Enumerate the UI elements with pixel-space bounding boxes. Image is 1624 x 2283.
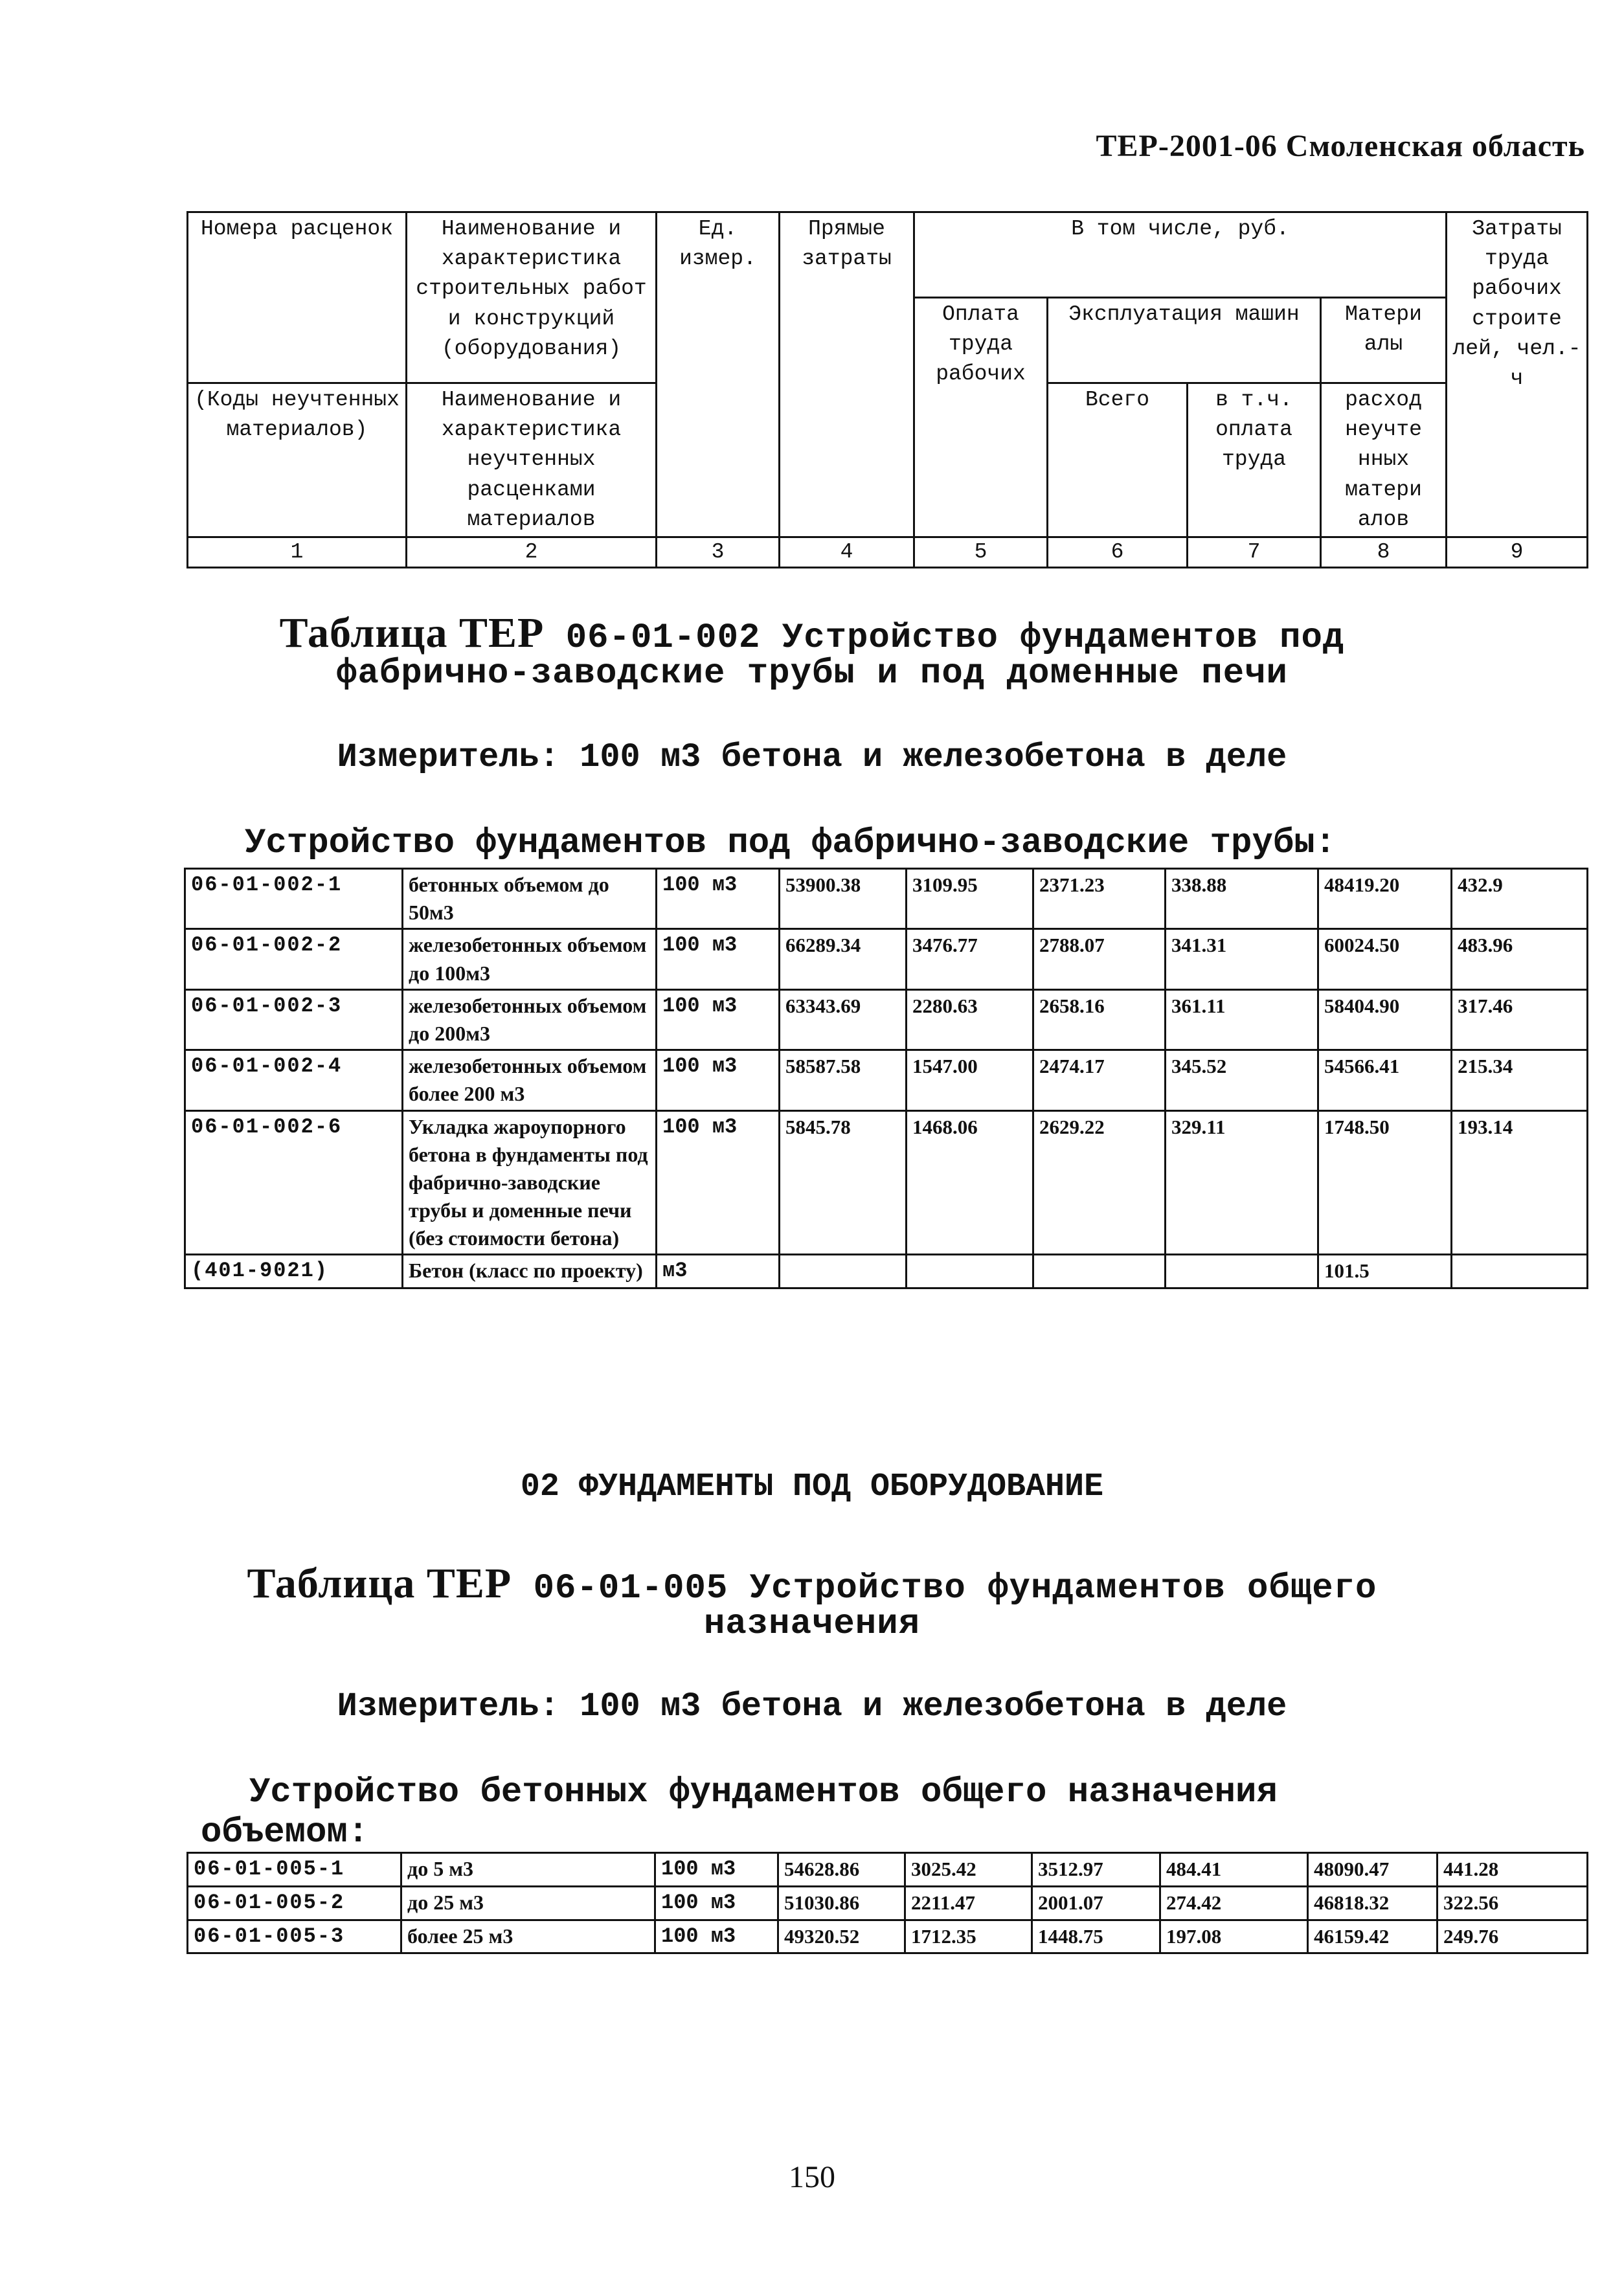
row-materials-cost: 48419.20 <box>1318 869 1452 929</box>
row-name: бетонных объемом до 50м3 <box>403 869 657 929</box>
row-unit: 100 м3 <box>657 929 780 989</box>
col-header-machines: Эксплуатация машин <box>1048 298 1321 383</box>
row-direct-cost: 66289.34 <box>780 929 907 989</box>
row-direct-cost: 51030.86 <box>778 1886 905 1920</box>
row-direct-cost: 63343.69 <box>780 989 907 1050</box>
row-code: 06-01-002-3 <box>185 989 403 1050</box>
row-machine-cost: 2658.16 <box>1033 989 1166 1050</box>
col-header-name-unaccounted: Наименование и характеристика неучтенных расценками материалов <box>407 383 657 537</box>
row-code: 06-01-005-3 <box>188 1920 401 1953</box>
row-machine-labor-cost: 345.52 <box>1166 1050 1318 1110</box>
row-labor-cost <box>907 1255 1033 1288</box>
row-name: железобетонных объемом более 200 м3 <box>403 1050 657 1110</box>
row-machine-cost: 2001.07 <box>1032 1886 1160 1920</box>
row-materials-cost: 54566.41 <box>1318 1050 1452 1110</box>
table1-title <box>0 609 1624 658</box>
row-machine-cost: 2474.17 <box>1033 1050 1166 1110</box>
col-number-4: 4 <box>780 537 914 568</box>
row-labor-cost: 3476.77 <box>907 929 1033 989</box>
table-row <box>188 1853 1588 1887</box>
table1-title-line2: фабрично-заводские трубы и под доменные печи <box>336 654 1288 693</box>
row-machine-labor-cost: 197.08 <box>1160 1920 1308 1953</box>
row-code: (401-9021) <box>185 1255 403 1288</box>
document-header-title: ТЕР-2001-06 Смоленская область <box>1096 129 1585 163</box>
row-unit: 100 м3 <box>657 989 780 1050</box>
table2-title <box>0 1559 1624 1608</box>
row-code: 06-01-002-6 <box>185 1110 403 1255</box>
table1-title-prefix: Таблица ТЕР <box>279 609 545 657</box>
col-header-name: Наименование и характеристика строительных работ и конструкций (оборудования) <box>407 212 657 383</box>
col-number-6: 6 <box>1048 537 1188 568</box>
table2-subtitle-line1: Устройство бетонных фундаментов общего назначения <box>249 1773 1278 1812</box>
row-labor-hours: 317.46 <box>1452 989 1588 1050</box>
row-machine-cost: 3512.97 <box>1032 1853 1160 1887</box>
row-machine-cost: 2788.07 <box>1033 929 1166 989</box>
row-unit: 100 м3 <box>655 1886 778 1920</box>
row-direct-cost: 58587.58 <box>780 1050 907 1110</box>
row-machine-labor-cost <box>1166 1255 1318 1288</box>
table-row <box>185 1050 1588 1110</box>
row-machine-cost <box>1033 1255 1166 1288</box>
table-row <box>185 1110 1588 1255</box>
row-machine-cost: 2629.22 <box>1033 1110 1166 1255</box>
row-machine-labor-cost: 361.11 <box>1166 989 1318 1050</box>
table2-title-prefix: Таблица ТЕР <box>247 1560 512 1607</box>
col-header-group: В том числе, руб. <box>914 212 1447 298</box>
col-number-9: 9 <box>1447 537 1588 568</box>
row-name: до 5 м3 <box>401 1853 655 1887</box>
row-labor-hours: 432.9 <box>1452 869 1588 929</box>
row-materials-cost: 48090.47 <box>1308 1853 1438 1887</box>
row-materials-cost: 46159.42 <box>1308 1920 1438 1953</box>
table1-data <box>184 868 1588 1289</box>
row-direct-cost <box>780 1255 907 1288</box>
row-name: Бетон (класс по проекту) <box>403 1255 657 1288</box>
row-code: 06-01-002-4 <box>185 1050 403 1110</box>
row-direct-cost: 49320.52 <box>778 1920 905 1953</box>
section-heading: 02 ФУНДАМЕНТЫ ПОД ОБОРУДОВАНИЕ <box>520 1468 1104 1505</box>
table2-data <box>186 1852 1588 1954</box>
row-unit: м3 <box>657 1255 780 1288</box>
row-unit: 100 м3 <box>657 869 780 929</box>
table1-subtitle: Устройство фундаментов под фабрично-заводские трубы: <box>245 824 1336 863</box>
col-number-2: 2 <box>407 537 657 568</box>
row-unit: 100 м3 <box>655 1920 778 1953</box>
row-machine-labor-cost: 484.41 <box>1160 1853 1308 1887</box>
col-header-direct: Прямые затраты <box>780 212 914 537</box>
row-labor-hours: 215.34 <box>1452 1050 1588 1110</box>
row-labor-hours: 483.96 <box>1452 929 1588 989</box>
col-number-1: 1 <box>188 537 407 568</box>
table2-title-rest: 06-01-005 Устройство фундаментов общего <box>533 1569 1377 1608</box>
page-number: 150 <box>789 2160 835 2194</box>
col-header-hours: Затраты труда рабочих строите лей, чел.-ч <box>1447 212 1588 537</box>
row-labor-cost: 1712.35 <box>905 1920 1032 1953</box>
row-name: железобетонных объемом до 100м3 <box>403 929 657 989</box>
row-machine-labor-cost: 274.42 <box>1160 1886 1308 1920</box>
row-name: до 25 м3 <box>401 1886 655 1920</box>
col-number-3: 3 <box>657 537 780 568</box>
row-name: железобетонных объемом до 200м3 <box>403 989 657 1050</box>
table2-title-line2: назначения <box>703 1604 921 1644</box>
row-labor-cost: 3109.95 <box>907 869 1033 929</box>
table-row <box>185 989 1588 1050</box>
row-labor-cost: 2280.63 <box>907 989 1033 1050</box>
row-materials-cost: 60024.50 <box>1318 929 1452 989</box>
col-header-labor: Оплата труда рабочих <box>914 298 1048 537</box>
row-labor-hours <box>1452 1255 1588 1288</box>
row-code: 06-01-005-2 <box>188 1886 401 1920</box>
row-labor-cost: 1547.00 <box>907 1050 1033 1110</box>
col-header-mach-labor: в т.ч. оплата труда <box>1188 383 1321 537</box>
col-header-codes: Номера расценок <box>188 212 407 298</box>
row-materials-cost: 101.5 <box>1318 1255 1452 1288</box>
row-code: 06-01-002-2 <box>185 929 403 989</box>
row-direct-cost: 54628.86 <box>778 1853 905 1887</box>
row-name: более 25 м3 <box>401 1920 655 1953</box>
row-labor-hours: 193.14 <box>1452 1110 1588 1255</box>
row-labor-hours: 322.56 <box>1438 1886 1588 1920</box>
col-number-8: 8 <box>1321 537 1447 568</box>
row-materials-cost: 1748.50 <box>1318 1110 1452 1255</box>
column-header-table <box>186 211 1588 568</box>
row-machine-labor-cost: 341.31 <box>1166 929 1318 989</box>
row-labor-cost: 1468.06 <box>907 1110 1033 1255</box>
col-header-mach-total: Всего <box>1048 383 1188 537</box>
col-header-materials-unaccounted: расход неучте нных матери алов <box>1321 383 1447 537</box>
row-labor-cost: 2211.47 <box>905 1886 1032 1920</box>
table2-measure: Измеритель: 100 м3 бетона и железобетона в деле <box>337 1687 1287 1726</box>
col-number-7: 7 <box>1188 537 1321 568</box>
table-row <box>188 1920 1588 1953</box>
row-machine-cost: 2371.23 <box>1033 869 1166 929</box>
row-unit: 100 м3 <box>655 1853 778 1887</box>
row-machine-labor-cost: 338.88 <box>1166 869 1318 929</box>
col-header-codes-unaccounted: (Коды неучтенных материалов) <box>188 383 407 537</box>
table1-title-rest: 06-01-002 Устройство фундаментов под <box>565 618 1345 658</box>
row-labor-hours: 441.28 <box>1438 1853 1588 1887</box>
table2-subtitle-line2: объемом: <box>201 1813 369 1852</box>
row-machine-labor-cost: 329.11 <box>1166 1110 1318 1255</box>
table-row <box>188 1886 1588 1920</box>
table-row <box>185 929 1588 989</box>
table-row <box>185 869 1588 929</box>
col-header-codes-blank <box>188 298 407 383</box>
col-header-unit: Ед. измер. <box>657 212 780 537</box>
row-unit: 100 м3 <box>657 1050 780 1110</box>
row-direct-cost: 53900.38 <box>780 869 907 929</box>
row-machine-cost: 1448.75 <box>1032 1920 1160 1953</box>
row-unit: 100 м3 <box>657 1110 780 1255</box>
row-materials-cost: 46818.32 <box>1308 1886 1438 1920</box>
row-labor-hours: 249.76 <box>1438 1920 1588 1953</box>
col-header-materials: Матери алы <box>1321 298 1447 383</box>
table1-measure: Измеритель: 100 м3 бетона и железобетона в деле <box>337 738 1287 776</box>
table-row <box>185 1255 1588 1288</box>
row-code: 06-01-002-1 <box>185 869 403 929</box>
row-direct-cost: 5845.78 <box>780 1110 907 1255</box>
col-number-5: 5 <box>914 537 1048 568</box>
row-materials-cost: 58404.90 <box>1318 989 1452 1050</box>
row-labor-cost: 3025.42 <box>905 1853 1032 1887</box>
row-name: Укладка жароупорного бетона в фундаменты под фабрично-заводские трубы и доменные печи (без стоимости бетона) <box>403 1110 657 1255</box>
row-code: 06-01-005-1 <box>188 1853 401 1887</box>
